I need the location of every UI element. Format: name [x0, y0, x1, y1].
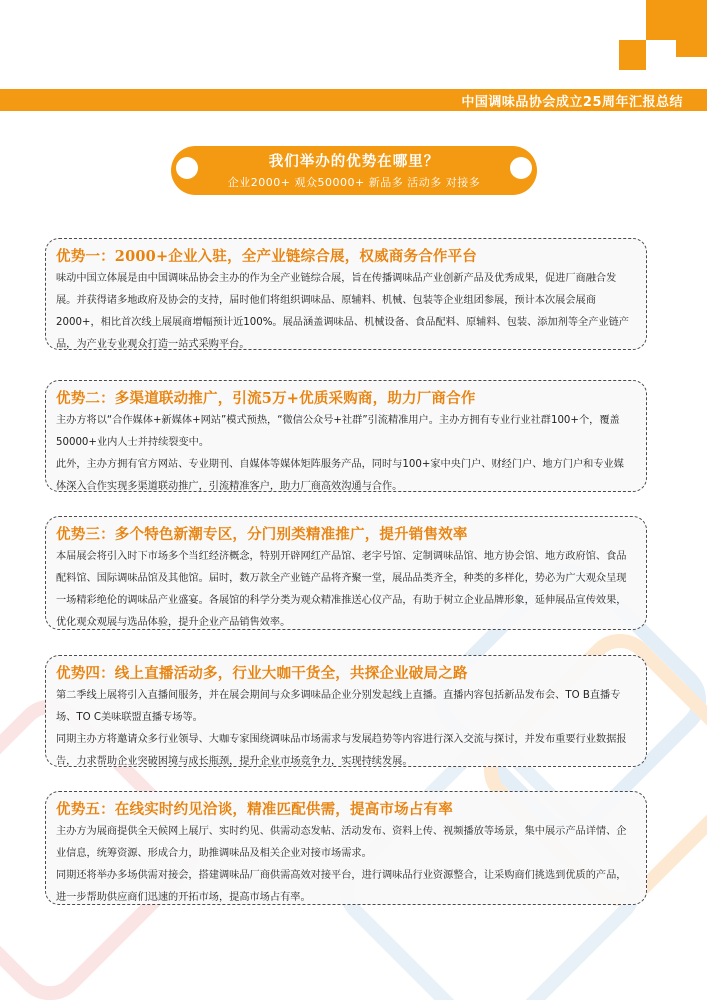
- advantage-paragraph: 此外，主办方拥有官方网站、专业期刊、自媒体等媒体矩阵服务产品，同时与100+家中央门户、财经门户、地方门户和专业媒体深入合作实现多渠道联动推广，引流精准客户，助力厂商高效沟通与合作。: [56, 459, 624, 492]
- advantage-title: 优势一：2000+企业入驻，全产业链综合展，权威商务合作平台: [56, 248, 478, 265]
- header-banner: [0, 89, 707, 111]
- advantage-card-3: [45, 516, 647, 630]
- intro-subtitle: 企业2000+ 观众50000+ 新品多 活动多 对接多: [227, 176, 481, 189]
- advantage-title: 优势三：多个特色新潮专区，分门别类精准推广，提升销售效率: [56, 526, 468, 543]
- advantage-title: 优势四：线上直播活动多，行业大咖干货全，共探企业破局之路: [56, 665, 468, 682]
- pill-right-dot: [510, 157, 532, 179]
- advantage-paragraph: 主办方为展商提供全天候网上展厅、实时约见、供需动态发帖、活动发布、资料上传、视频播放等场景，集中展示产品详情、企业信息，统筹资源、形成合力，助推调味品及相关企业对接市场需求。: [56, 826, 627, 859]
- advantage-card-1: [45, 238, 647, 350]
- advantage-paragraph: 同期主办方将邀请众多行业领导、大咖专家围绕调味品市场需求与发展趋势等内容进行深入交流与探讨，并发布重要行业数据报告，力求帮助企业突破困境与成长瓶颈，提升企业市场竞争力，实现持续发展。: [56, 734, 627, 767]
- corner-decoration-cutout: [646, 40, 676, 70]
- pill-left-dot: [176, 157, 198, 179]
- advantage-card-5: [45, 791, 647, 905]
- advantage-paragraph: 本届展会将引入时下市场多个当红经济概念，特别开辟网红产品馆、老字号馆、定制调味品馆、地方协会馆、地方政府馆、食品配料馆、国际调味品馆及其他馆。届时，数万款全产业链产品将齐聚一堂，展品品类齐全，种类的多样化，势必为广大观众呈现一场精彩绝伦的调味品产业盛宴。各展馆的科学分类为观众精准推送心仪产品，有助于树立企业品牌形象，延伸展品宣传效果，优化观众观展与选品体验，提升企业产品销售效率。: [56, 551, 627, 628]
- advantage-paragraph: 同期还将举办多场供需对接会，搭建调味品厂商供需高效对接平台，进行调味品行业资源整合，让采购商们挑选到优质的产品，进一步帮助供应商们迅速的开拓市场，提高市场占有率。: [56, 870, 627, 903]
- advantage-paragraph: 味动中国立体展是由中国调味品协会主办的作为全产业链综合展，旨在传播调味品产业创新产品及优秀成果，促进厂商融合发展。并获得诸多地政府及协会的支持，届时他们将组织调味品、原辅料、机械、包装等企业组团参展，预计本次展会展商2000+，相比首次线上展展商增幅预计近100%。展品涵盖调味品、机械设备、食品配料、原辅料、包装、添加剂等全产业链产品，为产业专业观众打造一站式采购平台。: [56, 273, 629, 350]
- advantage-title: 优势二：多渠道联动推广，引流5万+优质采购商，助力厂商合作: [56, 390, 476, 407]
- advantage-paragraph: 主办方将以“合作媒体+新媒体+网站”模式预热，“微信公众号+社群”引流精准用户。主办方拥有专业行业社群100+个，覆盖50000+业内人士并持续裂变中。: [56, 415, 620, 448]
- advantage-card-2: [45, 380, 647, 492]
- advantage-paragraph: 第二季线上展将引入直播间服务，并在展会期间与众多调味品企业分别发起线上直播。直播内容包括新品发布会、TO B直播专场、TO C美味联盟直播专场等。: [56, 690, 621, 723]
- intro-heading-pill: [171, 146, 537, 195]
- advantage-title: 优势五：在线实时约见洽谈，精准匹配供需，提高市场占有率: [56, 801, 453, 818]
- corner-decoration-block: [619, 40, 649, 70]
- advantage-card-4: [45, 655, 647, 767]
- banner-title: 中国调味品协会成立25周年汇报总结: [461, 95, 683, 110]
- intro-title: 我们举办的优势在哪里？: [268, 154, 440, 170]
